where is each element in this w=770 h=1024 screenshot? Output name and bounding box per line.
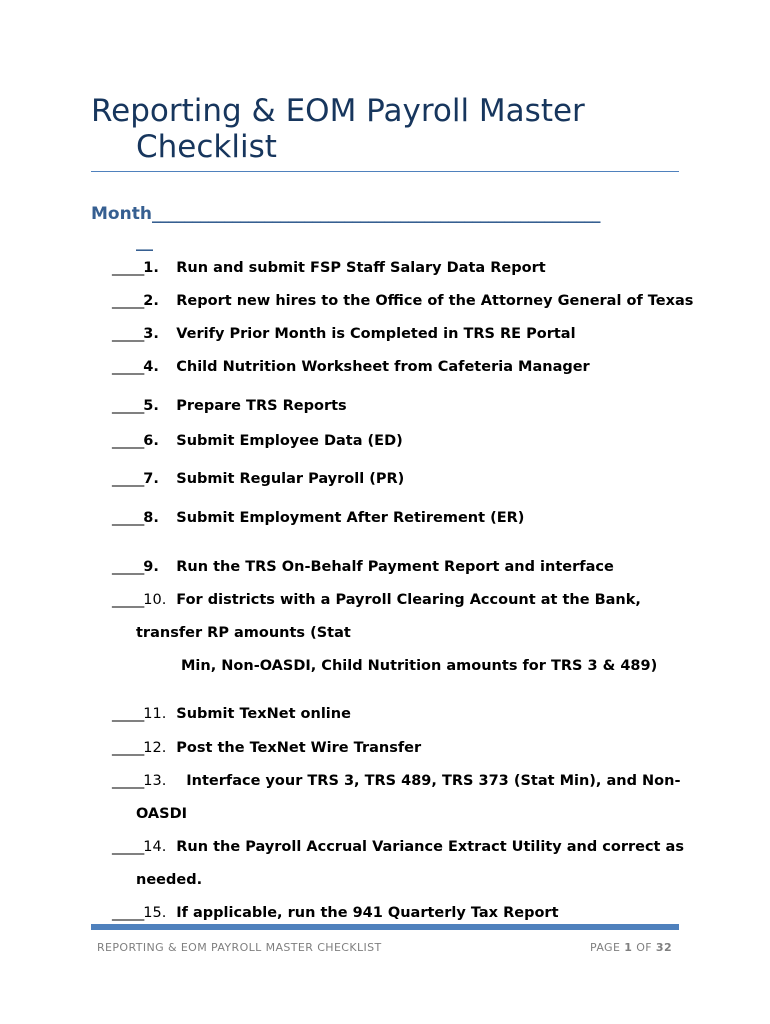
month-blank: ________________________________________________________ bbox=[151, 204, 600, 224]
checklist-item-9 bbox=[112, 558, 614, 576]
item-text: Verify Prior Month is Completed in TRS RE Portal bbox=[176, 326, 576, 342]
checklist-item-15 bbox=[112, 904, 559, 922]
item-number: 5. bbox=[143, 398, 159, 414]
item-text: If applicable, run the 941 Quarterly Tax Report bbox=[176, 905, 559, 921]
page-of: OF bbox=[632, 941, 656, 954]
footer-title: REPORTING & EOM PAYROLL MASTER CHECKLIST bbox=[97, 941, 382, 954]
item-text: Run the Payroll Accrual Variance Extract Utility and correct as bbox=[176, 839, 684, 855]
item-10-continuation-1: transfer RP amounts (Stat bbox=[136, 625, 351, 641]
item-number: 7. bbox=[143, 471, 159, 487]
page-prefix: PAGE bbox=[590, 941, 625, 954]
checklist-item-5 bbox=[112, 397, 347, 415]
checklist-item-7 bbox=[112, 470, 404, 488]
item-number: 9. bbox=[143, 559, 159, 575]
checklist-item-6 bbox=[112, 432, 403, 450]
month-label: Month bbox=[91, 204, 152, 224]
item-text: Submit Employment After Retirement (ER) bbox=[176, 510, 525, 526]
item-number: 8. bbox=[143, 510, 159, 526]
check-blank: _____ bbox=[112, 326, 144, 342]
item-text: Post the TexNet Wire Transfer bbox=[176, 740, 422, 756]
check-blank: _____ bbox=[112, 293, 144, 309]
item-number: 14. bbox=[143, 839, 167, 855]
checklist-item-1 bbox=[112, 259, 546, 277]
check-blank: _____ bbox=[112, 905, 144, 921]
title-divider bbox=[91, 171, 679, 172]
item-14-continuation: needed. bbox=[136, 872, 203, 888]
item-text: Child Nutrition Worksheet from Cafeteria Manager bbox=[176, 359, 590, 375]
check-blank: _____ bbox=[112, 471, 144, 487]
check-blank: _____ bbox=[112, 398, 144, 414]
item-number: 6. bbox=[143, 433, 159, 449]
item-text: For districts with a Payroll Clearing Account at the Bank, bbox=[176, 592, 641, 608]
item-text: Prepare TRS Reports bbox=[176, 398, 347, 414]
page-indicator bbox=[590, 941, 672, 954]
footer-divider bbox=[91, 924, 679, 930]
check-blank: _____ bbox=[112, 433, 144, 449]
title-line-1: Reporting & EOM Payroll Master bbox=[91, 93, 585, 129]
month-field bbox=[91, 203, 681, 225]
item-text: Interface your TRS 3, TRS 489, TRS 373 (Stat Min), and Non- bbox=[186, 773, 681, 789]
item-number: 12. bbox=[143, 740, 167, 756]
checklist-item-12 bbox=[112, 739, 421, 757]
checklist-item-11 bbox=[112, 705, 351, 723]
item-13-continuation: OASDI bbox=[136, 806, 188, 822]
item-text: Run and submit FSP Staff Salary Data Report bbox=[176, 260, 546, 276]
item-text: Submit Regular Payroll (PR) bbox=[176, 471, 405, 487]
item-number: 11. bbox=[143, 706, 167, 722]
item-number: 4. bbox=[143, 359, 159, 375]
item-text: Report new hires to the Office of the Attorney General of Texas bbox=[176, 293, 694, 309]
checklist-item-8 bbox=[112, 509, 524, 527]
checklist-item-4 bbox=[112, 358, 590, 376]
item-number: 2. bbox=[143, 293, 159, 309]
item-10-continuation-2: Min, Non-OASDI, Child Nutrition amounts for TRS 3 & 489) bbox=[181, 658, 658, 674]
checklist-item-10 bbox=[112, 591, 641, 609]
title-line-2: Checklist bbox=[136, 129, 277, 165]
page-title bbox=[91, 93, 681, 165]
item-text: Run the TRS On-Behalf Payment Report and interface bbox=[176, 559, 614, 575]
item-number: 3. bbox=[143, 326, 159, 342]
item-text: Submit Employee Data (ED) bbox=[176, 433, 403, 449]
item-number: 15. bbox=[143, 905, 167, 921]
item-number: 1. bbox=[143, 260, 159, 276]
check-blank: _____ bbox=[112, 773, 144, 789]
check-blank: _____ bbox=[112, 260, 144, 276]
month-blank-continued: __ bbox=[136, 232, 153, 252]
page-number: 1 bbox=[624, 941, 633, 954]
item-number: 10. bbox=[143, 592, 167, 608]
check-blank: _____ bbox=[112, 359, 144, 375]
item-text: Submit TexNet online bbox=[176, 706, 351, 722]
check-blank: _____ bbox=[112, 839, 144, 855]
item-number: 13. bbox=[143, 773, 167, 789]
checklist-item-14 bbox=[112, 838, 684, 856]
checklist-item-3 bbox=[112, 325, 576, 343]
check-blank: _____ bbox=[112, 510, 144, 526]
check-blank: _____ bbox=[112, 559, 144, 575]
checklist-item-13 bbox=[112, 772, 680, 790]
check-blank: _____ bbox=[112, 592, 144, 608]
checklist-item-2 bbox=[112, 292, 693, 310]
check-blank: _____ bbox=[112, 706, 144, 722]
page-total: 32 bbox=[655, 941, 672, 954]
check-blank: _____ bbox=[112, 740, 144, 756]
